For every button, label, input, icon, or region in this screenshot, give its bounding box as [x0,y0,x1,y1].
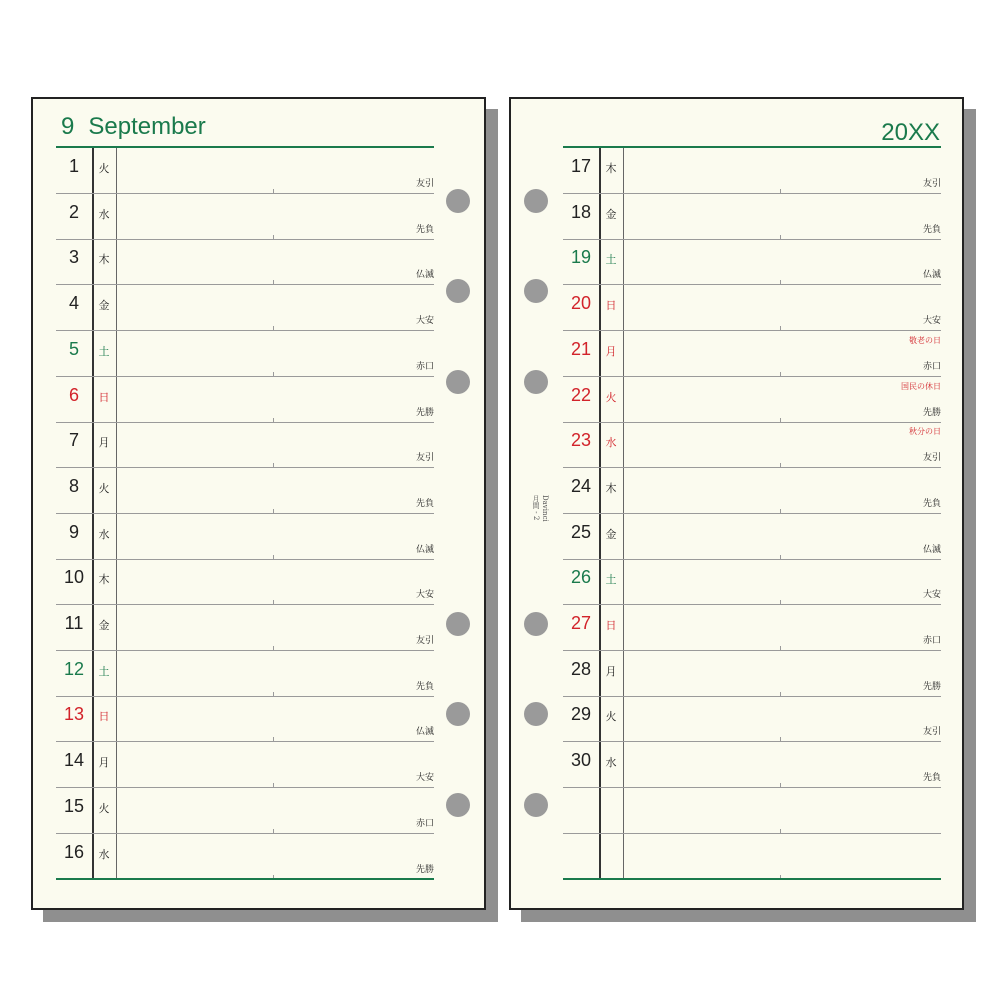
weekday-label: 土 [605,253,617,267]
rokuyo-label: 赤口 [922,361,941,372]
rokuyo-label: 先勝 [922,681,941,692]
day-number: 20 [570,293,592,314]
day-row[interactable] [563,239,941,285]
day-row[interactable] [56,377,434,423]
day-row[interactable] [56,285,434,331]
day-row[interactable] [563,148,941,194]
day-number: 6 [68,384,79,405]
weekday-label: 木 [605,162,617,175]
day-row[interactable] [563,651,941,697]
rokuyo-label: 仏滅 [415,544,434,555]
rokuyo-label: 友引 [922,179,941,189]
rokuyo-label: 大安 [922,316,941,327]
weekday-label: 火 [605,710,617,724]
holiday-name: 秋分の日 [909,427,941,437]
binder-hole [524,612,548,636]
binder-hole [446,370,470,394]
day-number: 4 [68,293,79,314]
binder-hole [524,370,548,394]
rokuyo-label: 友引 [415,636,434,646]
day-row[interactable] [56,239,434,285]
weekday-label: 土 [98,664,110,678]
day-row[interactable] [563,514,941,560]
weekday-label: 金 [605,207,617,221]
weekday-label: 金 [605,527,617,541]
month-number: 9 [61,113,75,140]
binder-hole [524,279,548,303]
weekday-label: 木 [98,253,110,267]
rokuyo-label: 先負 [415,224,434,235]
weekday-label: 日 [605,299,617,313]
year-title: 20XX [881,119,940,146]
day-number: 5 [68,338,79,359]
rokuyo-label: 先負 [415,681,434,692]
day-number: 15 [63,795,85,816]
day-row[interactable] [56,559,434,605]
weekday-label: 土 [605,573,617,587]
day-number: 30 [570,750,592,771]
rokuyo-label: 赤口 [415,361,434,372]
holiday-name: 国民の休日 [901,381,941,391]
weekday-label: 木 [98,573,110,587]
day-number: 28 [570,658,592,679]
rokuyo-label: 赤口 [415,818,434,829]
day-row[interactable] [563,285,941,331]
rokuyo-label: 大安 [415,773,434,784]
weekday-label: 月 [98,756,110,770]
rokuyo-label: 先負 [922,224,941,235]
day-row[interactable] [563,559,941,605]
day-number: 11 [64,613,84,633]
day-number: 26 [570,567,592,588]
binder-hole [524,793,548,817]
day-row[interactable] [563,834,941,880]
day-number: 9 [68,521,79,542]
rokuyo-label: 赤口 [922,636,941,646]
month-title [61,113,206,141]
binder-hole [446,279,470,303]
weekday-label: 日 [605,619,617,632]
imprint [531,495,549,522]
day-number: 24 [570,475,592,496]
binder-hole [446,702,470,726]
weekday-label: 火 [98,162,110,175]
weekday-label: 火 [98,481,110,495]
imprint-brand: Davinci [541,495,549,522]
weekday-label: 日 [98,710,110,724]
rokuyo-label: 仏滅 [415,270,434,281]
day-row[interactable] [563,742,941,788]
rokuyo-label: 友引 [415,453,434,464]
day-number: 13 [63,704,85,725]
rokuyo-label: 大安 [415,590,434,601]
binder-hole [446,612,470,636]
day-row[interactable] [56,834,434,880]
weekday-label: 月 [98,436,110,450]
rokuyo-label: 大安 [922,590,941,601]
rokuyo-label: 先負 [415,498,434,509]
month-name: September [88,113,206,140]
binder-hole [446,793,470,817]
weekday-label: 月 [605,664,617,678]
rokuyo-label: 仏滅 [922,544,941,555]
day-row[interactable] [563,468,941,514]
day-number: 10 [63,567,85,588]
day-number: 25 [570,521,592,542]
day-row[interactable] [563,194,941,240]
binder-hole [524,189,548,213]
footer-rule [56,878,434,880]
rokuyo-label: 先負 [922,773,941,784]
weekday-label: 金 [98,299,110,313]
day-number: 23 [570,430,592,451]
rokuyo-label: 先負 [922,498,941,509]
day-number: 22 [570,384,592,405]
rokuyo-label: 大安 [415,316,434,327]
weekday-label: 日 [98,390,110,404]
day-number: 14 [63,750,85,771]
day-row[interactable] [56,605,434,651]
day-number: 18 [570,201,592,222]
weekday-label: 水 [98,527,110,541]
day-row[interactable] [563,422,941,468]
rokuyo-label: 仏滅 [922,270,941,281]
day-number: 3 [68,247,79,268]
day-row[interactable] [56,148,434,194]
day-number: 8 [68,475,79,496]
weekday-label: 水 [98,207,110,221]
imprint-code: 月間 - 2 [532,495,540,521]
day-row[interactable] [56,194,434,240]
rokuyo-label: 友引 [922,453,941,464]
rokuyo-label: 友引 [922,727,941,738]
rokuyo-label: 先勝 [415,864,434,875]
day-number: 21 [570,338,592,359]
day-number: 2 [68,201,79,222]
rokuyo-label: 友引 [415,179,434,189]
day-row[interactable] [563,788,941,834]
weekday-label: 木 [605,481,617,495]
left-planner-page [31,97,486,910]
day-row[interactable] [563,696,941,742]
day-number: 19 [570,247,592,268]
day-number: 12 [63,658,85,679]
weekday-label: 土 [98,344,110,358]
day-row[interactable] [563,377,941,423]
footer-rule [563,878,941,880]
binder-hole [446,189,470,213]
day-row[interactable] [56,696,434,742]
day-row[interactable] [56,422,434,468]
binder-hole [524,702,548,726]
day-row[interactable] [56,514,434,560]
weekday-label: 水 [98,847,110,861]
rokuyo-label: 先勝 [922,407,941,418]
rokuyo-label: 仏滅 [415,727,434,738]
day-row[interactable] [56,742,434,788]
weekday-label: 金 [98,619,110,632]
weekday-label: 水 [605,756,617,770]
day-row[interactable] [56,468,434,514]
day-row[interactable] [563,331,941,377]
weekday-label: 火 [605,390,617,404]
weekday-label: 月 [605,344,617,358]
day-row[interactable] [56,651,434,697]
day-number: 17 [570,156,592,176]
day-row[interactable] [563,605,941,651]
day-number: 7 [68,430,79,451]
weekday-label: 火 [98,801,110,815]
day-row[interactable] [56,331,434,377]
day-number: 16 [63,841,85,862]
day-number: 29 [570,704,592,725]
holiday-name: 敬老の日 [909,335,941,345]
rokuyo-label: 先勝 [415,407,434,418]
day-number: 27 [570,613,592,633]
right-planner-page [509,97,964,910]
day-row[interactable] [56,788,434,834]
day-number: 1 [68,156,79,176]
weekday-label: 水 [605,436,617,450]
